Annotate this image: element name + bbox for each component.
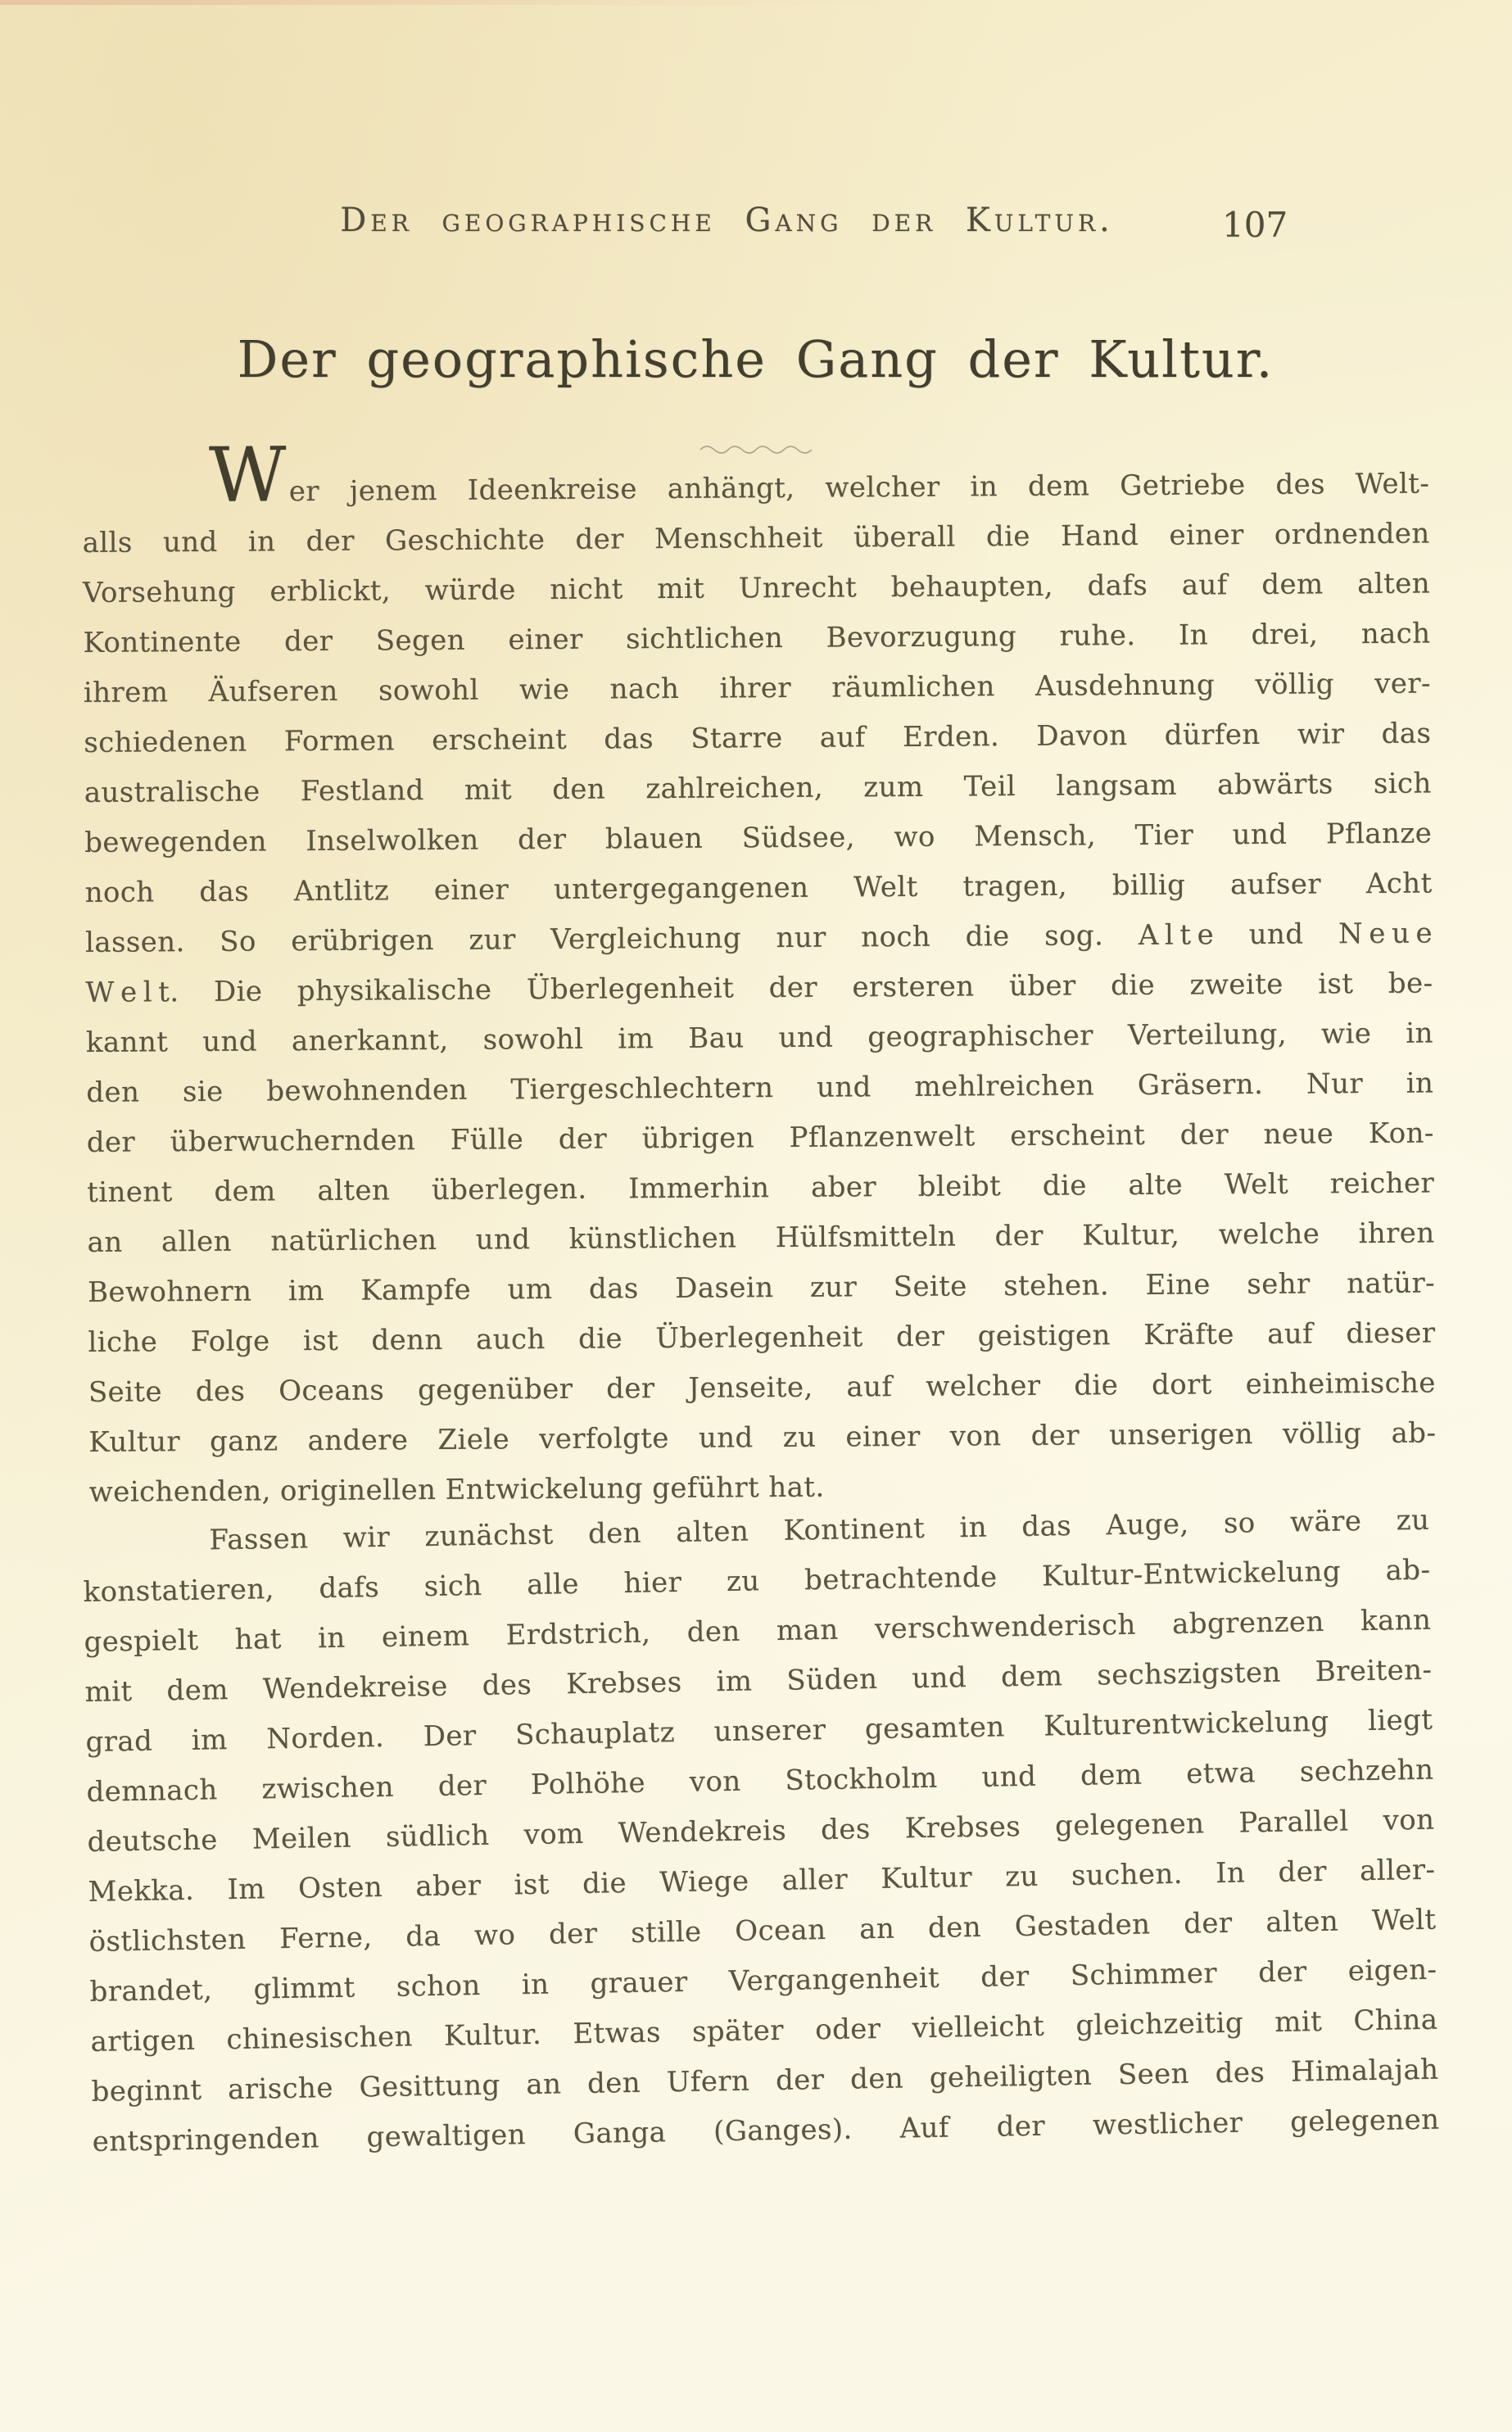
drop-cap: W: [208, 431, 289, 519]
text-line: ihrem Äufseren sowohl wie nach ihrer räumlichen Ausdehnung völlig ver-: [83, 667, 1432, 709]
text-line: kannt und anerkannt, sowohl im Bau und geographischer Verteilung, wie in: [85, 1017, 1433, 1059]
text-line: Vorsehung erblickt, würde nicht mit Unrecht behaupten, dafs auf dem alten: [82, 567, 1431, 609]
text-line: gespielt hat in einem Erdstrich, den man verschwenderisch abgrenzen kann: [84, 1603, 1432, 1659]
text-line: Mekka. Im Osten aber ist die Wiege aller Kultur zu suchen. In der aller-: [88, 1853, 1436, 1909]
text-line: noch das Antlitz einer untergegangenen Welt tragen, billig aufser Acht: [84, 867, 1433, 909]
paragraph: [82, 1496, 1440, 2167]
text-line: Wer jenem Ideenkreise anhängt, welcher in dem Getriebe des Welt-: [208, 431, 1430, 519]
text-line: mit dem Wendekreise des Krebses im Süden und dem sechszigsten Breiten-: [84, 1653, 1433, 1709]
paragraph: [82, 431, 1437, 1518]
running-header: Der geographische Gang der Kultur.: [340, 202, 1114, 239]
text-line: demnach zwischen der Polhöhe von Stockholm und dem etwa sechzehn: [86, 1753, 1434, 1809]
text-line: Kontinente der Segen einer sichtlichen Bevorzugung ruhe. In drei, nach: [83, 617, 1431, 659]
text-line: brandet, glimmt schon in grauer Vergangenheit der Schimmer der eigen-: [89, 1953, 1437, 2009]
page-title: Der geographische Gang der Kultur.: [237, 329, 1274, 389]
text-line: bewegenden Inselwolken der blauen Südsee, wo Mensch, Tier und Pflanze: [84, 817, 1433, 859]
text-line: Bewohnern im Kampfe um das Dasein zur Seite stehen. Eine sehr natür-: [87, 1266, 1436, 1309]
text-line: konstatieren, dafs sich alle hier zu betrachtende Kultur-Entwickelung ab-: [83, 1553, 1431, 1609]
page-number: 107: [1222, 205, 1288, 245]
text-line: Kultur ganz andere Ziele verfolgte und zu einer von der unserigen völlig ab-: [88, 1416, 1437, 1459]
text-line: der überwuchernden Fülle der übrigen Pflanzenwelt erscheint der neue Kon-: [86, 1116, 1434, 1159]
text-line: entspringenden gewaltigen Ganga (Ganges). Auf der westlicher gelegenen: [92, 2103, 1440, 2158]
wavy-divider-icon: [699, 442, 813, 455]
text-line: an allen natürlichen und künstlichen Hülfsmitteln der Kultur, welche ihren: [87, 1216, 1435, 1259]
text-line: grad im Norden. Der Schauplatz unserer gesamten Kulturentwickelung liegt: [85, 1703, 1433, 1759]
text-line: schiedenen Formen erscheint das Starre auf Erden. Davon dürfen wir das: [84, 717, 1432, 759]
text-line: den sie bewohnenden Tiergeschlechtern und mehlreichen Gräsern. Nur in: [86, 1067, 1434, 1109]
text-line: australische Festland mit den zahlreichen, zum Teil langsam abwärts sich: [84, 767, 1432, 809]
text-line: W e l t. Die physikalische Überlegenheit der ersteren über die zweite ist be-: [85, 967, 1433, 1009]
text-line: artigen chinesischen Kultur. Etwas später oder vielleicht gleichzeitig mit China: [90, 2003, 1438, 2058]
text-line: beginnt arische Gesittung an den Ufern der den geheiligten Seen des Himalajah: [91, 2053, 1439, 2108]
text-line: östlichsten Ferne, da wo der stille Ocean an den Gestaden der alten Welt: [88, 1903, 1437, 1959]
text-line: liche Folge ist denn auch die Überlegenheit der geistigen Kräfte auf dieser: [88, 1316, 1436, 1359]
text-line: alls und in der Geschichte der Menschheit überall die Hand einer ordnenden: [82, 517, 1430, 559]
text-line: Fassen wir zunächst den alten Kontinent in das Auge, so wäre zu: [209, 1503, 1430, 1557]
text-line: lassen. So erübrigen zur Vergleichung nur noch die sog. A l t e und N e u e: [84, 917, 1433, 959]
text-block: [82, 431, 1440, 2167]
text-line: Seite des Oceans gegenüber der Jenseite, auf welcher die dort einheimische: [88, 1366, 1436, 1409]
text-line: tinent dem alten überlegen. Immerhin aber bleibt die alte Welt reicher: [87, 1166, 1435, 1209]
text-line: deutsche Meilen südlich vom Wendekreis des Krebses gelegenen Parallel von: [87, 1803, 1435, 1859]
text-line: weichenden, originellen Entwickelung geführt hat.: [88, 1470, 825, 1509]
